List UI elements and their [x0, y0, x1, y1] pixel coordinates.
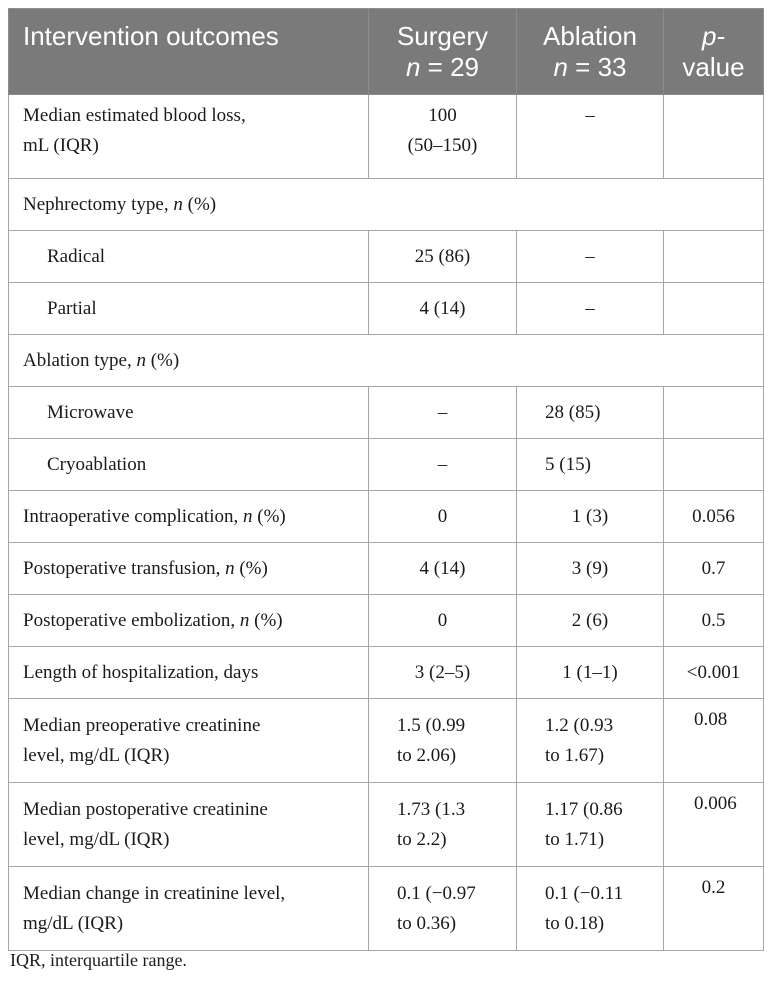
row-label-line2: mL (IQR)	[23, 135, 99, 156]
table-row	[9, 387, 764, 439]
row-label	[9, 783, 369, 867]
header-p-label: p-	[701, 20, 726, 51]
row-label	[9, 543, 369, 595]
header-surgery-n-val: = 29	[420, 51, 480, 82]
row-label-line1: Median postoperative creatinine	[23, 798, 268, 820]
surgery-cell: 0	[369, 491, 517, 543]
table-row	[9, 335, 764, 387]
row-label-pct: (%)	[249, 609, 283, 631]
section-heading-nephrectomy	[9, 179, 764, 231]
header-surgery-n-var: n	[405, 51, 421, 82]
ablation-value-line1: 0.1 (−0.11	[545, 882, 624, 904]
row-label-line2: mg/dL (IQR)	[23, 912, 124, 934]
p-value-cell	[664, 283, 764, 335]
surgery-cell	[369, 783, 517, 867]
row-label-text: Postoperative embolization,	[23, 609, 240, 631]
surgery-value-line1: 1.5 (0.99	[397, 714, 466, 736]
section-heading-text: Ablation type,	[23, 349, 137, 371]
section-heading-n: n	[136, 349, 146, 371]
table-row	[9, 783, 764, 867]
surgery-cell: –	[369, 387, 517, 439]
surgery-value-line2: (50–150)	[407, 135, 478, 156]
p-value-cell	[664, 231, 764, 283]
ablation-cell	[517, 699, 664, 783]
table-row	[9, 95, 764, 179]
ablation-value-line2: to 1.71)	[545, 828, 605, 850]
table-row	[9, 699, 764, 783]
row-label-line2: level, mg/dL (IQR)	[23, 828, 170, 850]
row-label: Radical	[9, 231, 369, 283]
row-label	[9, 595, 369, 647]
table-row	[9, 179, 764, 231]
surgery-value-line2: to 0.36)	[397, 912, 457, 934]
table-row	[9, 491, 764, 543]
row-label: Microwave	[9, 387, 369, 439]
row-label-text: Intraoperative complication,	[23, 505, 243, 527]
ablation-cell: 3 (9)	[517, 543, 664, 595]
intervention-outcomes-table	[8, 8, 764, 951]
p-value-cell: 0.2	[664, 867, 764, 951]
row-label-line1: Median change in creatinine level,	[23, 882, 286, 904]
table-footnote: IQR, interquartile range.	[10, 950, 187, 970]
row-label-line1: Median estimated blood loss,	[23, 105, 246, 126]
surgery-value-line1: 1.73 (1.3	[397, 798, 466, 820]
section-heading-pct: (%)	[182, 193, 217, 215]
header-surgery	[369, 9, 517, 95]
surgery-value-line2: to 2.2)	[397, 828, 447, 850]
header-ablation-n-var: n	[553, 51, 568, 82]
surgery-value-line2: to 2.06)	[397, 744, 457, 766]
table-header-row	[9, 9, 764, 95]
surgery-cell	[369, 95, 517, 179]
ablation-cell: 2 (6)	[517, 595, 664, 647]
ablation-cell: 28 (85)	[517, 387, 664, 439]
ablation-cell: –	[517, 231, 664, 283]
row-label	[9, 699, 369, 783]
row-label-line2: level, mg/dL (IQR)	[23, 744, 170, 766]
ablation-cell: 1 (3)	[517, 491, 664, 543]
row-label-pct: (%)	[234, 557, 268, 579]
row-label	[9, 491, 369, 543]
section-heading-n: n	[173, 193, 183, 215]
surgery-cell	[369, 867, 517, 951]
p-value-cell	[664, 387, 764, 439]
surgery-cell: 25 (86)	[369, 231, 517, 283]
row-label-n: n	[239, 609, 250, 631]
row-label: Length of hospitalization, days	[9, 647, 369, 699]
surgery-cell: 4 (14)	[369, 543, 517, 595]
ablation-cell: –	[517, 95, 664, 179]
surgery-cell: 3 (2–5)	[369, 647, 517, 699]
p-value-cell: 0.08	[664, 699, 764, 783]
row-label	[9, 867, 369, 951]
header-value-label: value	[682, 51, 745, 82]
table-row	[9, 283, 764, 335]
row-label: Cryoablation	[9, 439, 369, 491]
surgery-value-line1: 100	[428, 105, 457, 126]
section-heading-text: Nephrectomy type,	[23, 193, 174, 215]
surgery-value-line1: 0.1 (−0.97	[397, 882, 476, 904]
row-label-n: n	[243, 505, 253, 527]
ablation-value-line1: 1.2 (0.93	[545, 714, 614, 736]
p-value-cell: <0.001	[664, 647, 764, 699]
header-label: Intervention outcomes	[23, 21, 279, 51]
surgery-cell: –	[369, 439, 517, 491]
table-row	[9, 867, 764, 951]
header-surgery-label: Surgery	[396, 20, 489, 51]
table-row	[9, 543, 764, 595]
row-label-line1: Median preoperative creatinine	[23, 714, 261, 736]
table-row	[9, 647, 764, 699]
p-value-cell	[664, 95, 764, 179]
ablation-value-line1: 1.17 (0.86	[545, 798, 623, 820]
surgery-cell: 0	[369, 595, 517, 647]
header-ablation	[517, 9, 664, 95]
p-value-cell: 0.056	[664, 491, 764, 543]
ablation-cell: –	[517, 283, 664, 335]
row-label-text: Postoperative transfusion,	[23, 557, 226, 579]
ablation-cell	[517, 783, 664, 867]
table-row	[9, 439, 764, 491]
header-ablation-n-val: = 33	[567, 51, 627, 82]
p-value-cell	[664, 439, 764, 491]
header-ablation-label: Ablation	[543, 20, 637, 51]
p-value-cell: 0.5	[664, 595, 764, 647]
ablation-value-line2: to 0.18)	[545, 912, 605, 934]
ablation-cell: 1 (1–1)	[517, 647, 664, 699]
ablation-value-line2: to 1.67)	[545, 744, 605, 766]
row-label-pct: (%)	[252, 505, 286, 527]
surgery-cell	[369, 699, 517, 783]
row-label	[9, 95, 369, 179]
ablation-cell	[517, 867, 664, 951]
header-p-value	[664, 9, 764, 95]
p-value-cell: 0.7	[664, 543, 764, 595]
section-heading-pct: (%)	[145, 349, 180, 371]
p-value-cell: 0.006	[664, 783, 764, 867]
table-row	[9, 231, 764, 283]
row-label: Partial	[9, 283, 369, 335]
table-row	[9, 595, 764, 647]
row-label-n: n	[225, 557, 235, 579]
ablation-cell: 5 (15)	[517, 439, 664, 491]
header-intervention-outcomes	[9, 9, 369, 95]
section-heading-ablation	[9, 335, 764, 387]
surgery-cell: 4 (14)	[369, 283, 517, 335]
